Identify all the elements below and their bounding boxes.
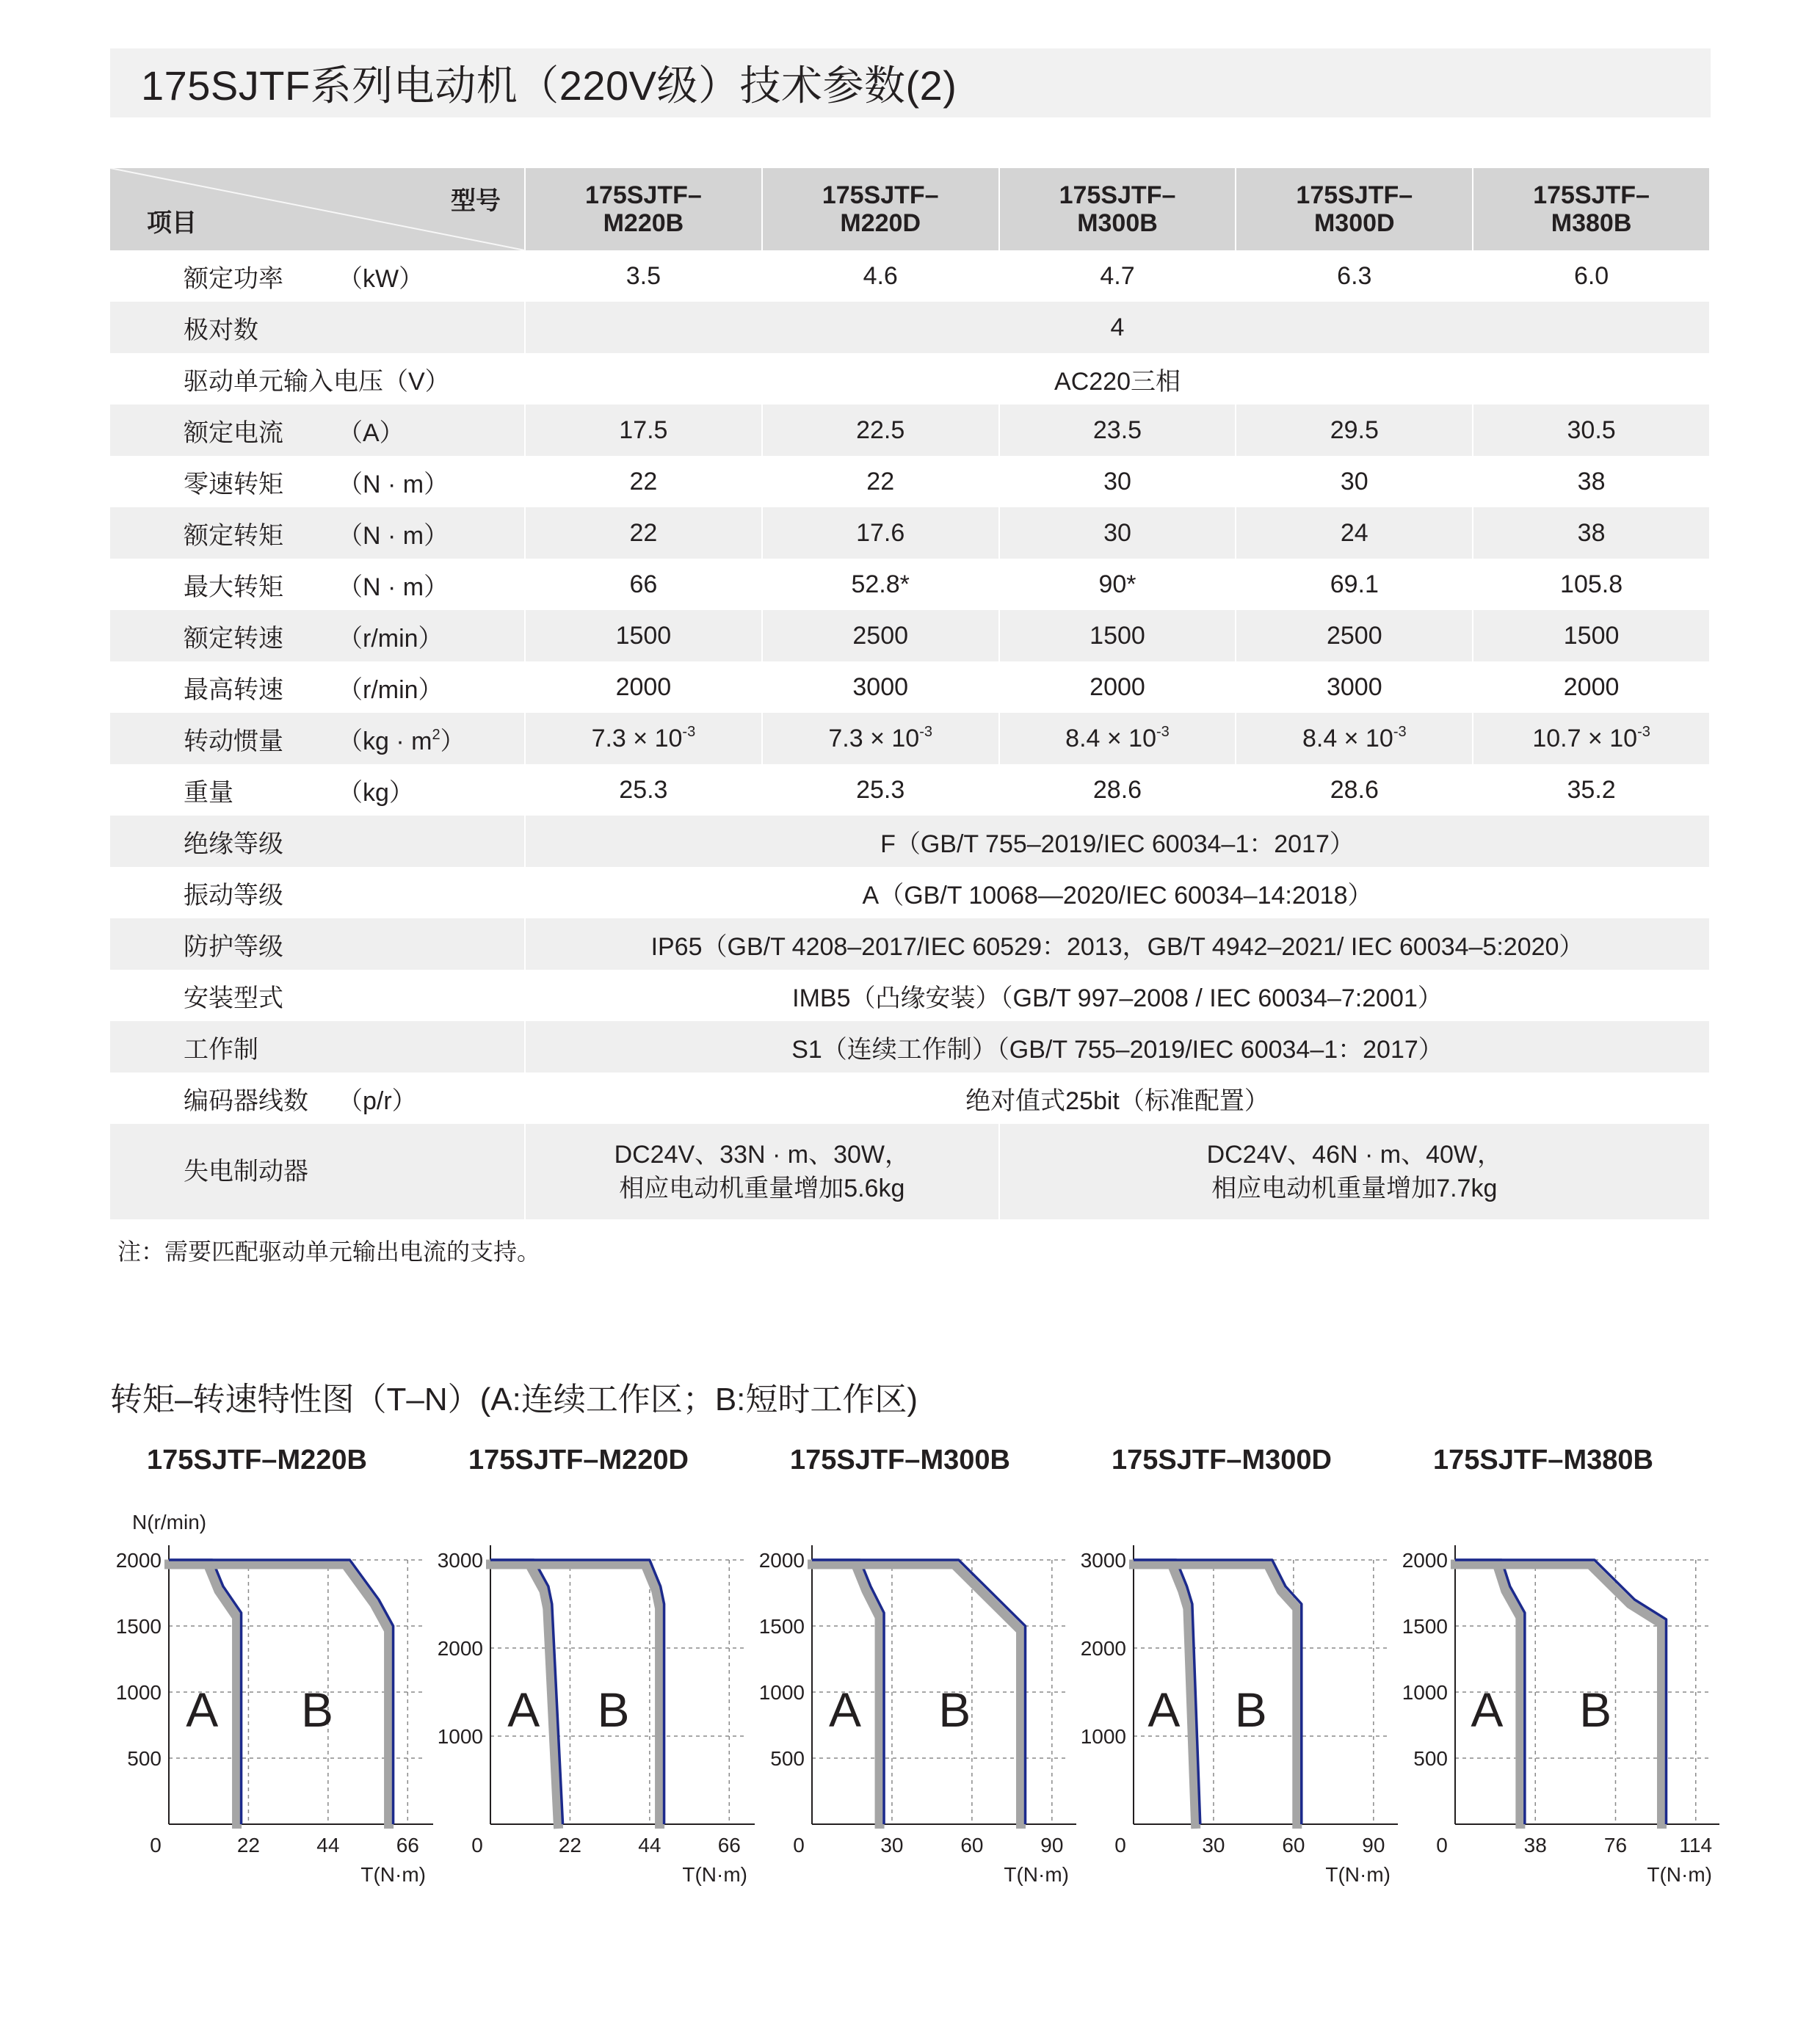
x-tick-label: 66 — [396, 1834, 419, 1857]
model-header — [762, 168, 999, 250]
region-label-a: A — [829, 1682, 862, 1737]
row-value — [762, 559, 999, 610]
row-value — [525, 713, 762, 764]
row-span-value: IP65（GB/T 4208–2017/IEC 60529：2013，GB/T 4942–2021/ IEC 60034–5:2020） — [525, 918, 1710, 970]
row-name: 额定功率 — [184, 264, 283, 293]
x-tick-label: 0 — [793, 1834, 805, 1857]
x-tick-label: 22 — [236, 1834, 261, 1857]
row-label — [110, 713, 525, 764]
x-tick-label: 60 — [960, 1834, 984, 1857]
table-row — [110, 456, 1710, 507]
value-text: 28.6 — [1330, 775, 1379, 804]
row-value — [1473, 250, 1710, 302]
row-label — [110, 816, 525, 867]
brake-spec-line: DC24V、33N · m、30W， — [614, 1141, 910, 1169]
brake-spec-right — [999, 1124, 1710, 1219]
row-unit: （kg · m — [338, 727, 432, 755]
x-tick-label: 0 — [1114, 1834, 1126, 1857]
value-superscript: -3 — [919, 723, 933, 740]
row-value — [525, 250, 762, 302]
row-value — [525, 764, 762, 816]
brake-spec-line: 相应电动机重量增加5.6kg — [619, 1175, 905, 1202]
unit-superscript: 2 — [432, 726, 441, 743]
row-value — [999, 507, 1236, 559]
row-value — [525, 507, 762, 559]
value-superscript: -3 — [1393, 723, 1407, 740]
x-tick-label: 22 — [558, 1834, 582, 1857]
value-text: 3000 — [852, 672, 909, 701]
value-text: 4.6 — [863, 261, 898, 290]
row-label — [110, 404, 525, 456]
y-tick-label: 500 — [770, 1747, 805, 1770]
y-axis-label: N(r/min) — [132, 1511, 207, 1534]
row-unit: （N · m） — [338, 521, 449, 550]
x-axis-label: T(N·m) — [682, 1863, 747, 1886]
x-axis-label: T(N·m) — [360, 1863, 426, 1886]
row-span-value: 4 — [525, 302, 1710, 353]
row-label — [110, 559, 525, 610]
row-unit: （N · m） — [338, 470, 449, 498]
value-text: 7.3 × 10 — [828, 724, 920, 752]
table-corner-cell — [110, 168, 525, 250]
value-text: 30 — [1103, 467, 1131, 496]
value-text: 22 — [866, 467, 895, 496]
row-value — [1236, 456, 1473, 507]
value-text: 90* — [1098, 570, 1136, 598]
row-value — [762, 661, 999, 713]
value-text: 29.5 — [1330, 415, 1379, 444]
row-label — [110, 507, 525, 559]
tn-chart — [1075, 1439, 1398, 1886]
model-header — [1236, 168, 1473, 250]
row-label — [110, 1021, 525, 1072]
x-tick-label: 30 — [880, 1834, 904, 1857]
row-value — [999, 250, 1236, 302]
value-text: 8.4 × 10 — [1302, 724, 1393, 752]
row-span-value: IMB5（凸缘安装）（GB/T 997–2008 / IEC 60034–7:2001） — [525, 970, 1710, 1021]
row-value — [762, 404, 999, 456]
row-value — [1236, 559, 1473, 610]
value-text: 24 — [1340, 518, 1368, 547]
chart-svg — [1396, 1439, 1719, 1886]
y-tick-label: 2000 — [115, 1549, 162, 1572]
region-label-b: B — [301, 1682, 334, 1737]
value-text: 17.6 — [856, 518, 905, 547]
x-tick-label: 60 — [1282, 1834, 1305, 1857]
row-name: 零速转矩 — [184, 470, 283, 498]
model-header-text: 175SJTF– M300D — [1296, 181, 1413, 237]
row-label — [110, 867, 525, 918]
unit-end: ） — [440, 727, 465, 755]
row-value — [525, 610, 762, 661]
value-text: 23.5 — [1092, 415, 1142, 444]
page-title: 175SJTF系列电动机（220V级）技术参数(2) — [141, 62, 957, 109]
row-value — [762, 456, 999, 507]
value-text: 25.3 — [856, 775, 905, 804]
value-superscript: -3 — [682, 723, 696, 740]
row-name: 最高转速 — [184, 675, 283, 704]
value-text: 38 — [1577, 467, 1606, 496]
region-label-a: A — [1148, 1682, 1181, 1737]
value-text: 30.5 — [1567, 415, 1616, 444]
title-bar — [110, 48, 1711, 117]
value-text: 1500 — [615, 621, 672, 650]
row-span-value: AC220三相 — [525, 353, 1710, 404]
item-label: 项目 — [147, 209, 197, 237]
row-span-value: S1（连续工作制）（GB/T 755–2019/IEC 60034–1：2017） — [525, 1021, 1710, 1072]
value-text: 2000 — [1563, 672, 1620, 701]
value-text: 30 — [1340, 467, 1368, 496]
row-value — [1236, 661, 1473, 713]
row-value — [1236, 404, 1473, 456]
row-span-value: F（GB/T 755–2019/IEC 60034–1：2017） — [525, 816, 1710, 867]
table-row — [110, 302, 1710, 353]
row-name: 工作制 — [184, 1035, 258, 1064]
table-row — [110, 764, 1710, 816]
row-value — [999, 713, 1236, 764]
row-label — [110, 353, 525, 404]
row-name: 安装型式 — [184, 984, 283, 1012]
row-value — [1473, 559, 1710, 610]
brake-spec-line: 相应电动机重量增加7.7kg — [1211, 1175, 1498, 1202]
y-tick-label: 2000 — [1080, 1637, 1126, 1660]
y-tick-label: 1000 — [437, 1725, 483, 1748]
model-header-text: 175SJTF– M300B — [1059, 181, 1176, 237]
x-tick-label: 44 — [316, 1834, 340, 1857]
row-label — [110, 970, 525, 1021]
value-superscript: -3 — [1156, 723, 1170, 740]
y-tick-label: 1000 — [115, 1681, 162, 1704]
row-label — [110, 1072, 525, 1124]
chart-svg — [432, 1439, 755, 1886]
row-value — [1236, 507, 1473, 559]
tn-chart — [1396, 1439, 1719, 1886]
y-tick-label: 3000 — [1080, 1549, 1126, 1572]
model-label: 型号 — [451, 187, 501, 215]
y-tick-label: 1000 — [758, 1681, 805, 1704]
chart-svg — [110, 1439, 433, 1886]
table-row — [110, 353, 1710, 404]
row-name: 转动惯量 — [184, 727, 283, 755]
row-unit: （r/min） — [338, 624, 443, 653]
row-unit: （r/min） — [338, 675, 443, 704]
row-name: 重量 — [184, 778, 233, 807]
table-row — [110, 816, 1710, 867]
region-label-a: A — [1471, 1682, 1504, 1737]
table-row — [110, 970, 1710, 1021]
row-value — [1473, 610, 1710, 661]
value-text: 2000 — [615, 672, 672, 701]
row-value — [999, 404, 1236, 456]
row-unit: （A） — [338, 418, 405, 447]
region-label-a: A — [507, 1682, 540, 1737]
table-row — [110, 918, 1710, 970]
y-tick-label: 500 — [127, 1747, 162, 1770]
y-tick-label: 3000 — [437, 1549, 483, 1572]
model-header — [999, 168, 1236, 250]
x-tick-label: 0 — [150, 1834, 162, 1857]
chart-title: 175SJTF–M220D — [468, 1445, 689, 1476]
y-tick-label: 1000 — [1402, 1681, 1448, 1704]
row-value — [1473, 713, 1710, 764]
row-label — [110, 456, 525, 507]
row-name: 额定转速 — [184, 624, 283, 653]
row-value — [1473, 507, 1710, 559]
y-tick-label: 500 — [1413, 1747, 1448, 1770]
row-label — [110, 764, 525, 816]
region-label-a: A — [186, 1682, 219, 1737]
table-row — [110, 1072, 1710, 1124]
row-label — [110, 610, 525, 661]
y-tick-label: 2000 — [437, 1637, 483, 1660]
y-tick-label: 2000 — [758, 1549, 805, 1572]
chart-title: 175SJTF–M220B — [147, 1445, 367, 1476]
tn-chart — [110, 1439, 433, 1886]
x-tick-label: 90 — [1040, 1834, 1064, 1857]
chart-svg — [753, 1439, 1076, 1886]
value-text: 8.4 × 10 — [1065, 724, 1157, 752]
row-label — [110, 250, 525, 302]
model-header-text: 175SJTF– M220D — [822, 181, 939, 237]
value-text: 25.3 — [619, 775, 668, 804]
value-text: 17.5 — [619, 415, 668, 444]
value-text: 22 — [629, 467, 658, 496]
row-value — [999, 764, 1236, 816]
value-text: 1500 — [1563, 621, 1620, 650]
row-value — [1473, 456, 1710, 507]
x-axis-label: T(N·m) — [1647, 1863, 1712, 1886]
region-label-b: B — [938, 1682, 971, 1737]
x-tick-label: 30 — [1202, 1834, 1225, 1857]
value-superscript: -3 — [1637, 723, 1650, 740]
value-text: 105.8 — [1560, 570, 1623, 598]
x-axis-label: T(N·m) — [1004, 1863, 1069, 1886]
y-tick-label: 1500 — [758, 1615, 805, 1638]
row-unit: （p/r） — [338, 1086, 417, 1115]
value-text: 28.6 — [1092, 775, 1142, 804]
row-value — [999, 456, 1236, 507]
row-value — [762, 250, 999, 302]
row-label — [110, 1124, 525, 1219]
value-text: 7.3 × 10 — [591, 724, 683, 752]
row-value — [999, 559, 1236, 610]
value-text: 52.8* — [851, 570, 910, 598]
value-text: 30 — [1103, 518, 1131, 547]
row-value — [525, 404, 762, 456]
table-row — [110, 250, 1710, 302]
row-value — [1236, 713, 1473, 764]
x-tick-label: 76 — [1603, 1834, 1628, 1857]
charts-title: 转矩–转速特性图（T–N）(A:连续工作区；B:短时工作区) — [110, 1382, 918, 1418]
table-row — [110, 867, 1710, 918]
value-text: 6.0 — [1573, 261, 1609, 290]
value-text: 22.5 — [856, 415, 905, 444]
model-header — [1473, 168, 1710, 250]
row-label — [110, 661, 525, 713]
x-tick-label: 44 — [638, 1834, 661, 1857]
region-label-b: B — [1579, 1682, 1612, 1737]
row-name: 防护等级 — [184, 932, 283, 961]
row-value — [999, 661, 1236, 713]
row-value — [525, 456, 762, 507]
brake-spec-line: DC24V、46N · m、40W， — [1206, 1141, 1502, 1169]
table-row — [110, 404, 1710, 456]
chart-title: 175SJTF–M380B — [1433, 1445, 1653, 1476]
model-header-text: 175SJTF– M380B — [1533, 181, 1650, 237]
row-name: 额定电流 — [184, 418, 283, 447]
row-name: 最大转矩 — [184, 573, 283, 601]
row-name: 额定转矩 — [184, 521, 283, 550]
row-value — [1236, 764, 1473, 816]
x-tick-label: 66 — [717, 1834, 741, 1857]
value-text: 2000 — [1090, 672, 1145, 701]
row-value — [525, 559, 762, 610]
row-value — [1473, 764, 1710, 816]
table-row — [110, 610, 1710, 661]
row-value — [762, 507, 999, 559]
x-tick-label: 0 — [1436, 1834, 1448, 1857]
value-text: 3.5 — [626, 261, 661, 290]
region-label-b: B — [1234, 1682, 1267, 1737]
table-note: 注：需要匹配驱动单元输出电流的支持。 — [117, 1238, 541, 1265]
row-unit: （N · m） — [338, 573, 449, 601]
y-tick-label: 1000 — [1080, 1725, 1126, 1748]
value-text: 1500 — [1090, 621, 1145, 650]
y-tick-label: 2000 — [1402, 1549, 1448, 1572]
row-name: 编码器线数 — [184, 1086, 308, 1115]
row-value — [1236, 250, 1473, 302]
row-value — [525, 661, 762, 713]
model-header — [525, 168, 762, 250]
table-header-row — [110, 168, 1710, 250]
row-name: 极对数 — [184, 316, 258, 344]
table-row-brake — [110, 1124, 1710, 1219]
value-text: 35.2 — [1567, 775, 1616, 804]
value-text: 3000 — [1326, 672, 1382, 701]
value-text: 10.7 × 10 — [1532, 724, 1638, 752]
row-value — [1473, 404, 1710, 456]
value-text: 2500 — [852, 621, 909, 650]
region-label-b: B — [597, 1682, 630, 1737]
x-tick-label: 114 — [1679, 1834, 1713, 1857]
x-axis-label: T(N·m) — [1325, 1863, 1391, 1886]
row-value — [762, 713, 999, 764]
value-text: 66 — [629, 570, 658, 598]
value-text: 6.3 — [1337, 261, 1372, 290]
spec-table-body — [110, 250, 1710, 1219]
row-value — [1473, 661, 1710, 713]
row-name: 驱动单元输入电压（V） — [184, 367, 450, 396]
y-tick-label: 1500 — [1402, 1615, 1448, 1638]
row-span-value: A（GB/T 10068—2020/IEC 60034–14:2018） — [525, 867, 1710, 918]
y-tick-label: 1500 — [115, 1615, 162, 1638]
row-unit: （kg） — [338, 778, 414, 807]
brake-spec-left — [525, 1124, 999, 1219]
table-row — [110, 1021, 1710, 1072]
table-row — [110, 507, 1710, 559]
chart-title: 175SJTF–M300D — [1112, 1445, 1332, 1476]
row-value — [999, 610, 1236, 661]
table-row — [110, 661, 1710, 713]
model-header-text: 175SJTF– M220B — [585, 181, 702, 237]
row-name: 失电制动器 — [184, 1158, 308, 1186]
chart-title: 175SJTF–M300B — [790, 1445, 1010, 1476]
value-text: 22 — [629, 518, 658, 547]
row-name: 绝缘等级 — [184, 830, 283, 858]
x-tick-label: 0 — [471, 1834, 483, 1857]
chart-svg — [1075, 1439, 1398, 1886]
spec-table — [110, 168, 1711, 1219]
row-span-value: 绝对值式25bit（标准配置） — [525, 1072, 1710, 1124]
table-row — [110, 559, 1710, 610]
tn-chart — [753, 1439, 1076, 1886]
row-unit: （kW） — [338, 264, 424, 293]
row-value — [762, 764, 999, 816]
value-text: 2500 — [1326, 621, 1382, 650]
row-label — [110, 918, 525, 970]
x-tick-label: 90 — [1362, 1834, 1385, 1857]
table-row — [110, 713, 1710, 764]
row-name: 振动等级 — [184, 881, 283, 910]
value-text: 69.1 — [1330, 570, 1379, 598]
value-text: 4.7 — [1100, 261, 1135, 290]
row-value — [762, 610, 999, 661]
row-label — [110, 302, 525, 353]
value-text: 38 — [1577, 518, 1606, 547]
row-value — [1236, 610, 1473, 661]
tn-chart — [432, 1439, 755, 1886]
x-tick-label: 38 — [1523, 1834, 1547, 1857]
